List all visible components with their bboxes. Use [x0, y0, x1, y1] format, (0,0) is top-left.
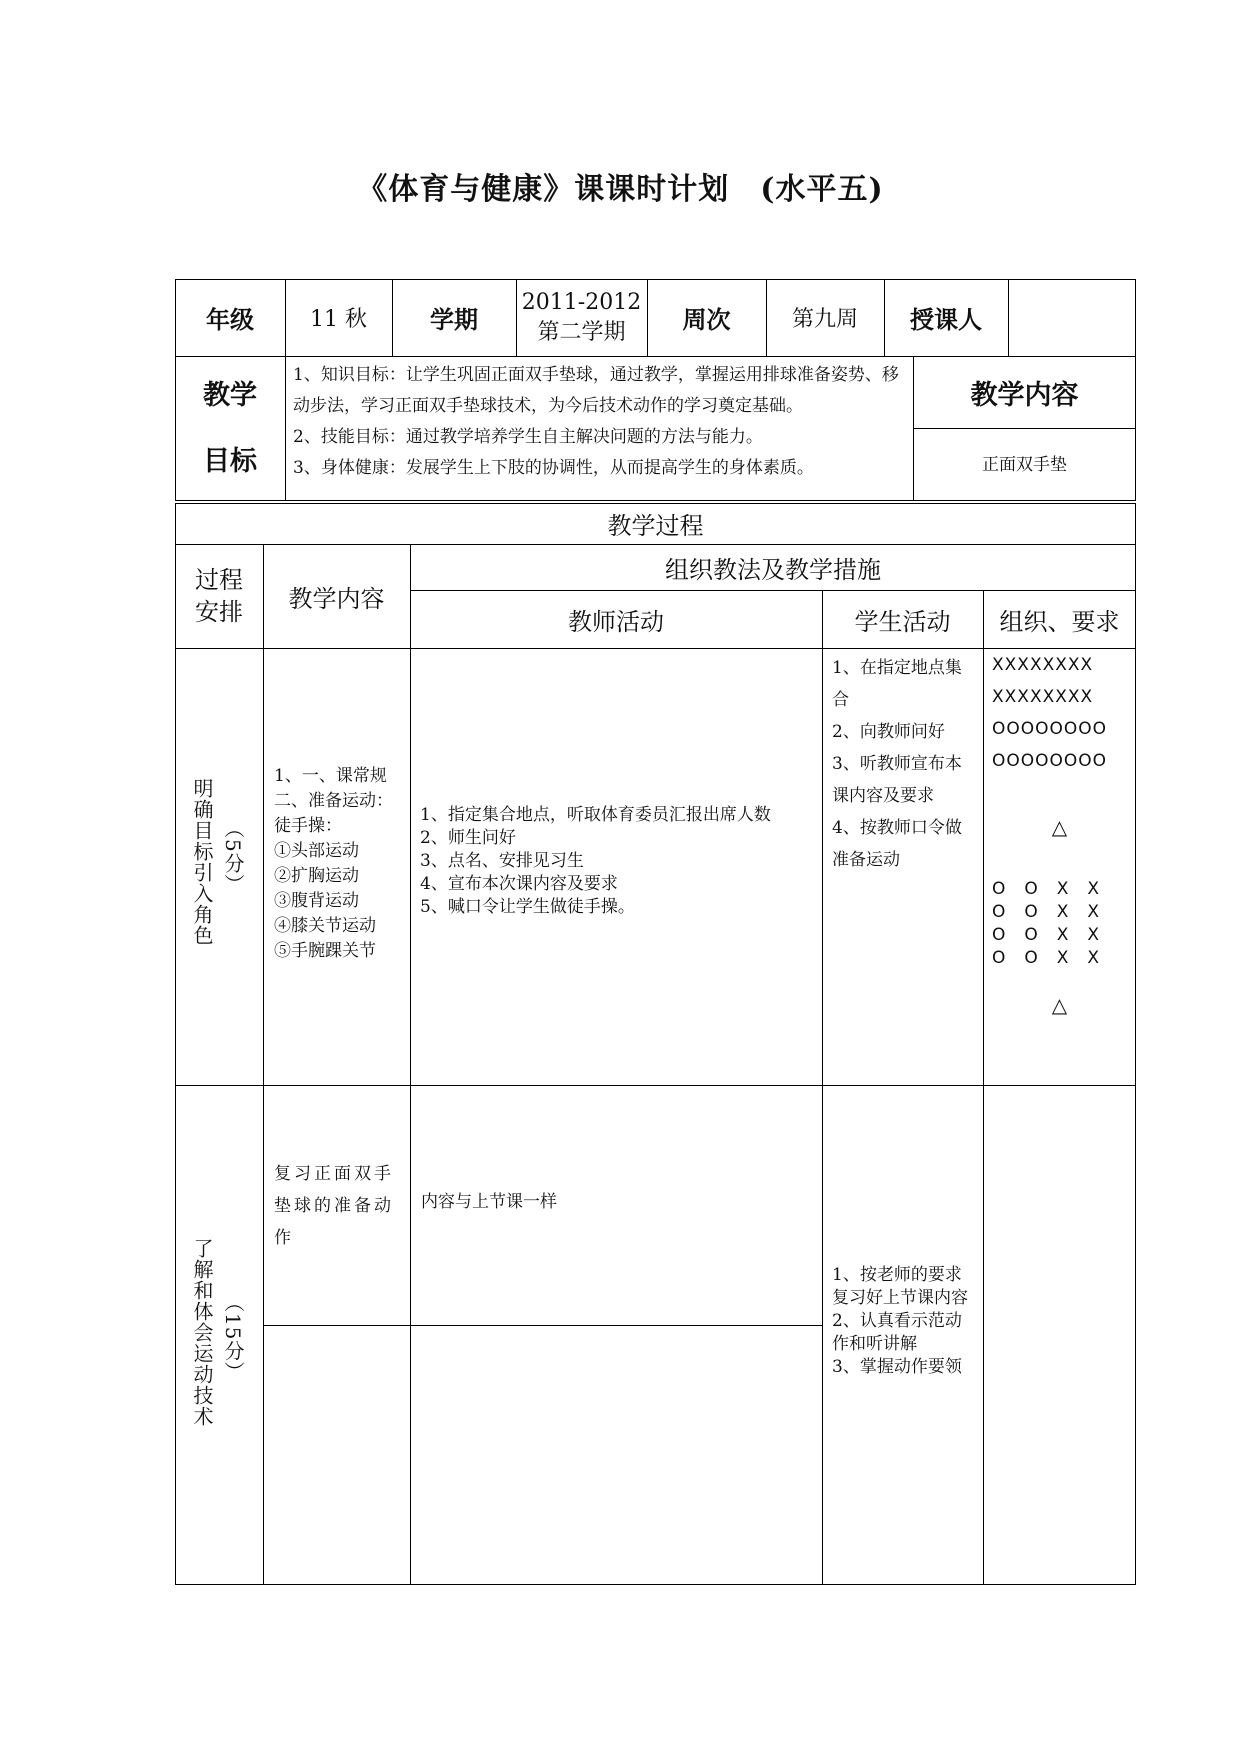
teaching-content-value: 正面双手垫 — [982, 454, 1067, 475]
col-content: 教学内容 — [288, 584, 385, 613]
teacher-label: 授课人 — [910, 305, 982, 334]
col-student-activity: 学生活动 — [854, 607, 951, 636]
col-methods: 组织教法及教学措施 — [665, 555, 881, 584]
objectives-label — [175, 356, 285, 501]
org-row-2: XXXXXXXX — [992, 687, 1094, 707]
teaching-content-label: 教学内容 — [970, 379, 1079, 411]
teacher-position-icon: △ — [1051, 815, 1068, 839]
col-teacher-activity: 教师活动 — [568, 607, 664, 636]
org-row-3: OOOOOOOO — [992, 719, 1108, 739]
org-row-4: OOOOOOOO — [992, 751, 1108, 771]
section1-stage: 明确目标引入角色 — [190, 778, 214, 946]
week-value: 第九周 — [791, 307, 858, 332]
section1-teacher: 1、指定集合地点，听取体育委员汇报出席人数 2、师生问好 3、点名、安排见习生 4、宣布本次课内容及要求 5、喊口令让学生做徒手操。 — [420, 805, 771, 917]
section2-teacher: 内容与上节课一样 — [421, 1192, 557, 1212]
org-row-1: XXXXXXXX — [992, 655, 1094, 675]
col-arrangement: 过程 安排 — [195, 566, 243, 626]
process-title: 教学过程 — [607, 512, 704, 540]
section2-content: 复习正面双手垫球的准备动作 — [274, 1164, 394, 1248]
org-grid-row-2: O O X X — [992, 902, 1101, 922]
section1-content: 1、一、课常规 二、准备运动： 徒手操： ①头部运动 ②扩胸运动 ③腹背运动 ④膝关节运动 ⑤手腕踝关节 — [274, 766, 393, 961]
objectives-label-line1: 教学 — [203, 379, 257, 411]
section2-stage: 了解和体会运动技术 — [190, 1238, 214, 1427]
objectives-text: 1、知识目标：让学生巩固正面双手垫球，通过教学，掌握运用排球准备姿势、移动步法，学习正面双手垫球技术，为今后技术动作的学习奠定基础。 2、技能目标：通过教学培养学生自主解决问题的方法与能力。 3、身体健康：发展学生上下肢的协调性，从而提高学生的身体素质。 — [293, 365, 899, 478]
section2-time: （15分） — [221, 1292, 245, 1383]
teacher-position-icon-2: △ — [1051, 993, 1068, 1017]
col-organization: 组织、要求 — [999, 607, 1120, 636]
term-value — [516, 279, 647, 356]
org-grid-row-1: O O X X — [992, 879, 1101, 899]
section1-student: 1、在指定地点集合 2、向教师问好 3、听教师宣布本课内容及要求 4、按教师口令做准备运动 — [832, 658, 962, 870]
org-grid-row-3: O O X X — [992, 925, 1101, 945]
term-semester: 第二学期 — [537, 319, 626, 345]
week-label: 周次 — [682, 305, 731, 334]
section1-time: （5分） — [221, 818, 245, 895]
grade-label: 年级 — [206, 305, 254, 334]
section2-student: 1、按老师的要求复习好上节课内容 2、认真看示范动作和听讲解 3、掌握动作要领 — [832, 1265, 968, 1377]
term-label: 学期 — [430, 305, 478, 334]
grade-value: 11 秋 — [310, 307, 367, 332]
page-title: 《体育与健康》课课时计划 (水平五) — [357, 172, 884, 207]
objectives-label-line2: 目标 — [203, 445, 257, 477]
teacher-value — [1008, 279, 1136, 356]
org-grid-row-4: O O X X — [992, 948, 1101, 968]
term-year: 2011-2012 — [521, 289, 642, 315]
